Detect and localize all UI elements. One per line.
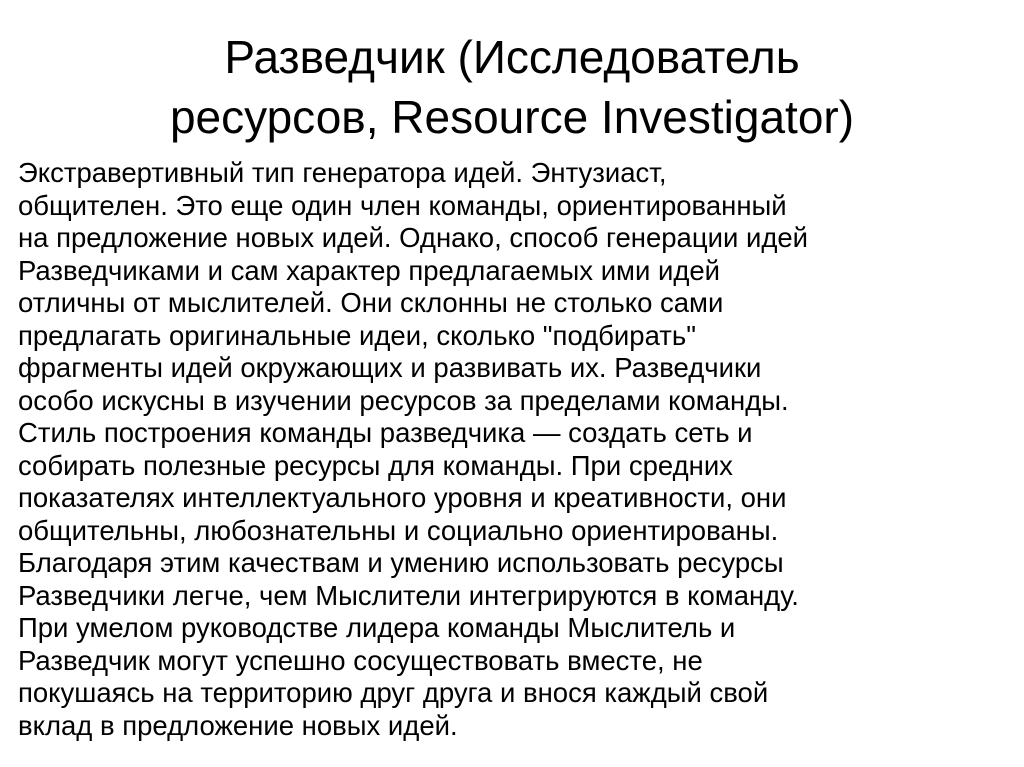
title-line-2: ресурсов, Resource Investigator): [169, 91, 855, 143]
body-line: Стиль построения команды разведчика — создать сеть и: [18, 417, 753, 448]
body-line: собирать полезные ресурсы для команды. При средних: [18, 449, 733, 481]
body-line: на предложение новых идей. Однако, способ генерации идей: [18, 222, 809, 253]
body-line: особо искусны в изучении ресурсов за пределами команды.: [18, 384, 789, 416]
body-line: Разведчики легче, чем Мыслители интегрируются в команду.: [18, 579, 799, 611]
body-line: предлагать оригинальные идеи, сколько "подбирать": [18, 319, 696, 351]
slide-body-text: [18, 157, 1018, 742]
body-line: отличны от мыслителей. Они склонны не столько сами: [18, 287, 724, 318]
body-line: общителен. Это еще один член команды, ориентированный: [18, 189, 787, 221]
body-line: Разведчиками и сам характер предлагаемых ими идей: [18, 254, 721, 286]
body-line: покушаясь на территорию друг друга и внося каждый свой: [18, 677, 769, 708]
body-line: вклад в предложение новых идей.: [18, 709, 458, 741]
body-line: показателях интеллектуального уровня и креативности, они: [18, 482, 787, 513]
slide-title: [40, 27, 984, 147]
body-line: общительны, любознательны и социально ориентированы.: [18, 514, 779, 546]
body-line: При умелом руководстве лидера команды Мыслитель и: [18, 612, 736, 643]
body-line: Экстравертивный тип генератора идей. Энтузиаст,: [18, 157, 667, 188]
body-line: Благодаря этим качествам и умению использовать ресурсы: [18, 547, 784, 578]
title-line-1: Разведчик (Исследователь: [224, 31, 800, 83]
body-line: Разведчик могут успешно сосуществовать вместе, не: [18, 644, 703, 676]
body-line: фрагменты идей окружающих и развивать их. Разведчики: [18, 352, 762, 383]
